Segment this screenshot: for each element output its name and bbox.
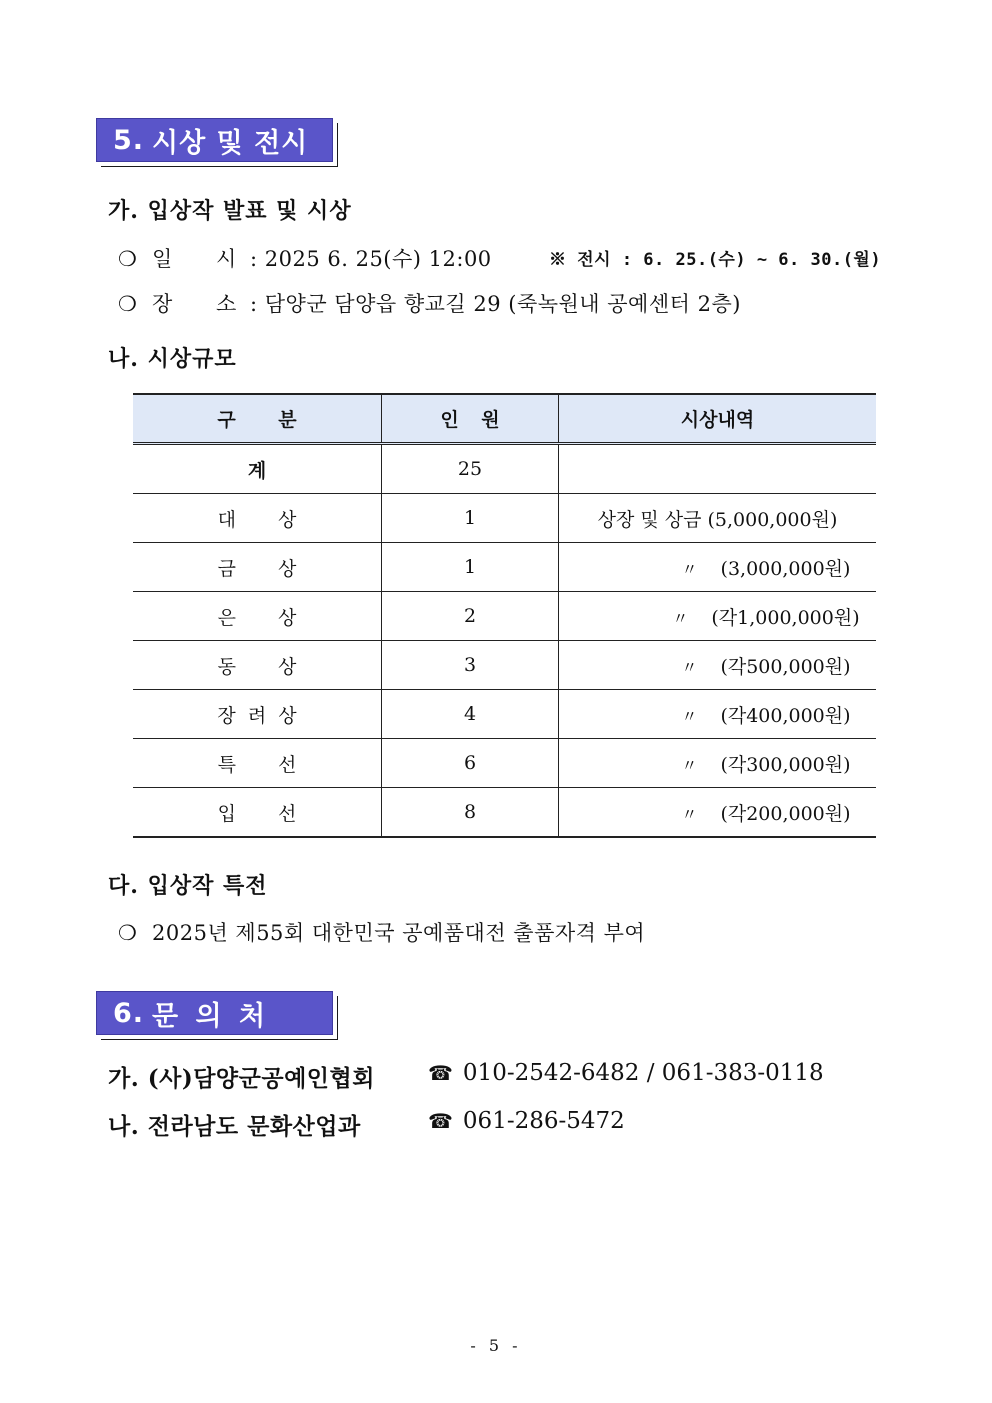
ditto-mark: 〃	[681, 804, 698, 824]
phone-number: 061-286-5472	[462, 1108, 625, 1134]
row-label: 은 상	[133, 592, 382, 641]
header-count: 인 원	[382, 394, 559, 444]
row-detail: 상장 및 상금 (5,000,000원)	[559, 494, 877, 543]
ditto-mark: 〃	[681, 706, 698, 726]
phone-icon: ☎	[428, 1061, 453, 1085]
row-detail-cell	[559, 739, 877, 788]
subheading-announcement: 가. 입상작 발표 및 시상	[108, 198, 352, 224]
table-header-row	[133, 394, 876, 444]
contact-name-province: 나. 전라남도 문화산업과	[108, 1113, 361, 1140]
benefit-line	[118, 917, 645, 947]
row-label: 입 선	[133, 788, 382, 838]
row-detail-cell	[559, 543, 877, 592]
section-title: 문 의 처	[152, 1000, 270, 1032]
date-value: : 2025 6. 25(수) 12:00	[250, 247, 492, 271]
ditto-mark: 〃	[681, 755, 698, 775]
phone-number: 010-2542-6482 / 061-383-0118	[462, 1060, 824, 1086]
row-label: 특 선	[133, 739, 382, 788]
benefit-text: 2025년 제55회 대한민국 공예품대전 출품자격 부여	[152, 921, 646, 945]
row-detail: (3,000,000원)	[720, 557, 851, 580]
row-count: 6	[382, 739, 559, 788]
row-detail-cell	[559, 690, 877, 739]
row-count: 8	[382, 788, 559, 838]
ditto-mark: 〃	[681, 657, 698, 677]
contact-name-association: 가. (사)담양군공예인협회	[108, 1065, 375, 1092]
section-title: 시상 및 전시	[152, 127, 309, 159]
subheading-scale: 나. 시상규모	[108, 346, 237, 372]
table-row-total	[133, 444, 876, 494]
table-row	[133, 641, 876, 690]
row-count: 4	[382, 690, 559, 739]
total-detail	[559, 444, 877, 494]
row-detail-cell	[559, 641, 877, 690]
row-detail: (각1,000,000원)	[711, 606, 860, 629]
row-count: 1	[382, 543, 559, 592]
row-label: 장 려 상	[133, 690, 382, 739]
row-detail: (각400,000원)	[720, 704, 851, 727]
place-line	[118, 288, 741, 318]
place-value: : 담양군 담양읍 향교길 29 (죽녹원내 공예센터 2층)	[250, 292, 741, 316]
section-number: 5.	[113, 124, 145, 156]
date-label: 일 시	[152, 247, 237, 271]
table-row	[133, 788, 876, 838]
table-row	[133, 739, 876, 788]
row-detail-cell	[559, 788, 877, 838]
row-detail: (각500,000원)	[720, 655, 851, 678]
bullet-icon: ❍	[118, 292, 138, 316]
bullet-icon: ❍	[118, 921, 138, 945]
row-label: 금 상	[133, 543, 382, 592]
date-line	[118, 243, 492, 273]
ditto-mark: 〃	[672, 608, 689, 628]
bullet-icon: ❍	[118, 247, 138, 271]
contact-phone-association	[428, 1060, 824, 1086]
section-5-header	[96, 118, 333, 162]
total-label: 계	[133, 444, 382, 494]
row-count: 2	[382, 592, 559, 641]
row-detail-cell	[559, 592, 877, 641]
table-row	[133, 494, 876, 543]
phone-icon: ☎	[428, 1109, 453, 1133]
section-6-header	[96, 991, 333, 1035]
table-row	[133, 592, 876, 641]
row-count: 3	[382, 641, 559, 690]
total-count: 25	[382, 444, 559, 494]
header-category: 구 분	[133, 394, 382, 444]
row-label: 동 상	[133, 641, 382, 690]
table-row	[133, 690, 876, 739]
exhibit-note: ※ 전시 : 6. 25.(수) ~ 6. 30.(월)	[549, 250, 882, 270]
row-detail: (각200,000원)	[720, 802, 851, 825]
page-number: - 5 -	[470, 1336, 522, 1355]
subheading-benefit: 다. 입상작 특전	[108, 873, 268, 899]
ditto-mark: 〃	[681, 559, 698, 579]
prize-table	[133, 393, 876, 838]
row-detail: (각300,000원)	[720, 753, 851, 776]
row-label: 대 상	[133, 494, 382, 543]
contact-phone-province	[428, 1108, 625, 1134]
section-number: 6.	[113, 997, 145, 1029]
table-row	[133, 543, 876, 592]
header-detail: 시상내역	[559, 394, 877, 444]
row-count: 1	[382, 494, 559, 543]
place-label: 장 소	[152, 292, 237, 316]
